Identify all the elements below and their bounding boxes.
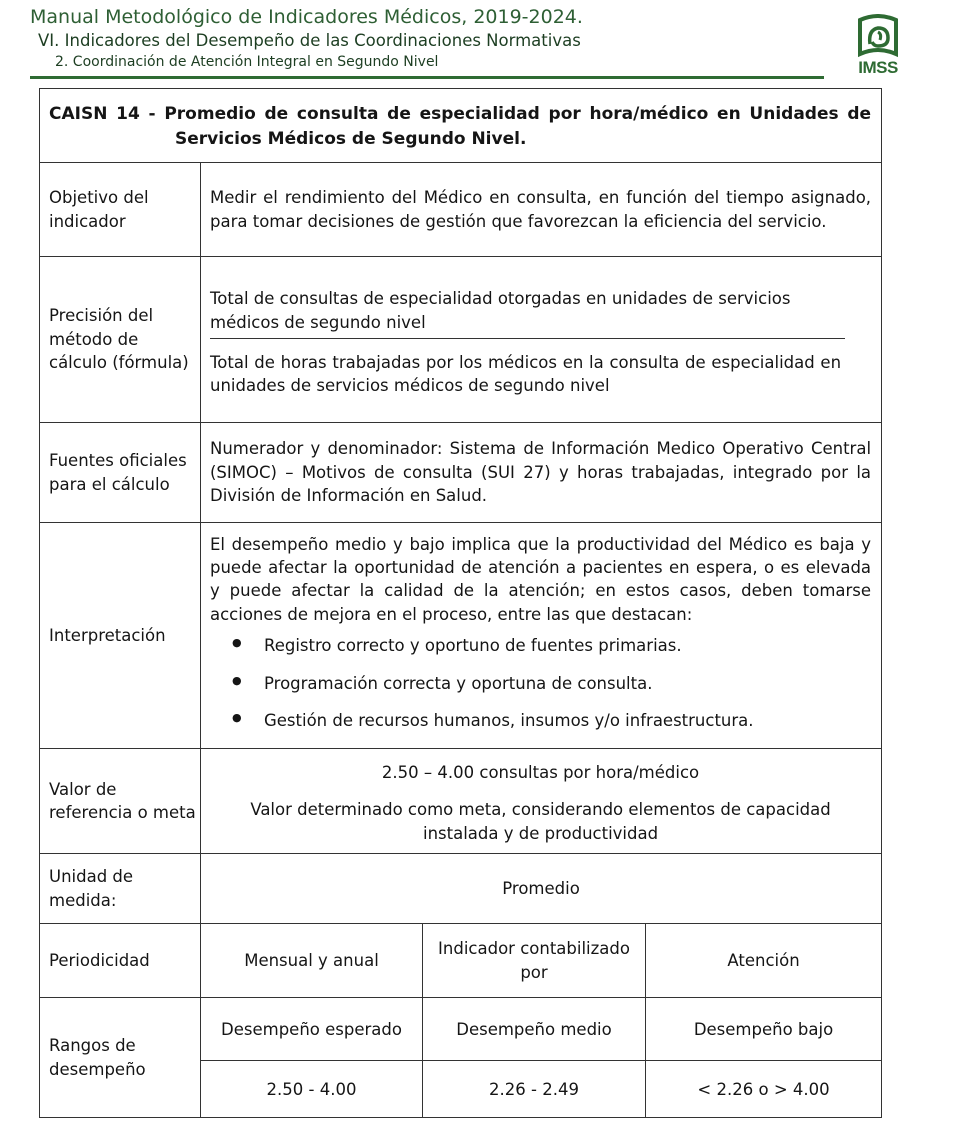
rangos-label: Rangos de desempeño	[40, 998, 201, 1118]
rango-header-esperado: Desempeño esperado	[201, 998, 423, 1061]
formula-cell	[201, 257, 882, 423]
interpretacion-cell	[201, 523, 882, 749]
contabilizado-value: Atención	[646, 924, 882, 998]
formula-denominator: Total de horas trabajadas por los médicos en la consulta de especialidad en unidades de servicios médicos de segundo nivel	[210, 353, 842, 396]
periodicidad-label: Periodicidad	[40, 924, 201, 998]
interpretacion-bullets	[210, 634, 871, 732]
valor-meta: 2.50 – 4.00 consultas por hora/médico	[381, 763, 700, 782]
imss-logo-text: IMSS	[858, 58, 898, 77]
contabilizado-label: Indicador contabilizado por	[423, 924, 646, 998]
unidad-value: Promedio	[201, 854, 882, 924]
periodicidad-value: Mensual y anual	[201, 924, 423, 998]
valor-description: Valor determinado como meta, considerando elementos de capacidad instalada y de productividad	[250, 800, 831, 843]
section-title: VI. Indicadores del Desempeño de las Coordinaciones Normativas	[38, 31, 581, 50]
rango-value-bajo: < 2.26 o > 4.00	[646, 1061, 882, 1118]
rango-header-bajo: Desempeño bajo	[646, 998, 882, 1061]
page-header	[0, 0, 960, 84]
indicator-title	[40, 89, 882, 163]
formula-numerator: Total de consultas de especialidad otorgadas en unidades de servicios médicos de segundo nivel	[210, 289, 791, 332]
valor-label: Valor de referencia o meta	[40, 749, 201, 854]
indicator-title-line1: CAISN 14 - Promedio de consulta de especialidad por hora/médico en Unidades de	[49, 104, 872, 125]
interpretacion-text: El desempeño medio y bajo implica que la productividad del Médico es baja y puede afectar la oportunidad de atención a pacientes en espera, o es elevada y puede afectar la calidad de la atención; en estos casos, deben tomarse acciones de mejora en el proceso, entre las que destacan:	[210, 534, 872, 624]
interpretacion-label: Interpretación	[40, 523, 201, 749]
precision-label: Precisión del método de cálculo (fórmula)	[40, 257, 201, 423]
bullet-item: ● Programación correcta y oportuna de consulta.	[264, 672, 871, 695]
manual-title: Manual Metodológico de Indicadores Médicos, 2019-2024.	[30, 6, 583, 28]
objetivo-label: Objetivo del indicador	[40, 163, 201, 257]
fuentes-label: Fuentes oficiales para el cálculo	[40, 423, 201, 523]
valor-cell	[201, 749, 882, 854]
subsection-title: 2. Coordinación de Atención Integral en Segundo Nivel	[55, 54, 439, 70]
header-divider	[30, 76, 824, 79]
indicator-title-line2: Servicios Médicos de Segundo Nivel.	[175, 128, 527, 149]
indicator-table	[39, 88, 882, 1118]
rango-header-medio: Desempeño medio	[423, 998, 646, 1061]
bullet-item: ● Gestión de recursos humanos, insumos y/o infraestructura.	[264, 709, 871, 732]
fuentes-value: Numerador y denominador: Sistema de Información Medico Operativo Central (SIMOC) – Motivos de consulta (SUI 27) y horas trabajadas, integrado por la División de Información en Salud.	[201, 423, 882, 523]
rango-value-esperado: 2.50 - 4.00	[201, 1061, 423, 1118]
rango-value-medio: 2.26 - 2.49	[423, 1061, 646, 1118]
bullet-item: ● Registro correcto y oportuno de fuentes primarias.	[264, 634, 871, 657]
unidad-label: Unidad de medida:	[40, 854, 201, 924]
objetivo-value: Medir el rendimiento del Médico en consulta, en función del tiempo asignado, para tomar decisiones de gestión que favorezcan la eficiencia del servicio.	[201, 163, 882, 257]
